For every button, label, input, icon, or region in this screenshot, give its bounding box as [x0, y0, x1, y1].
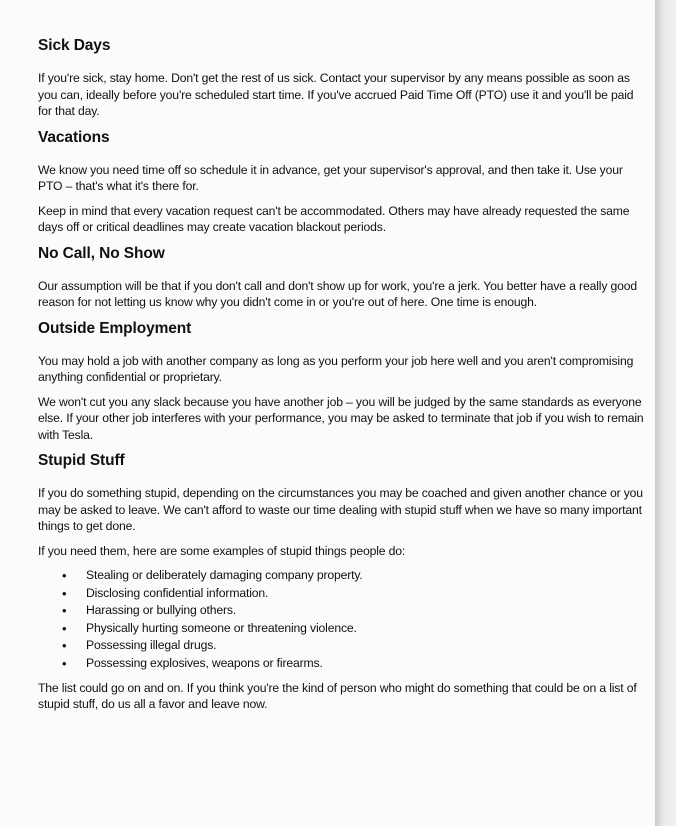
paragraph: You may hold a job with another company as long as you perform your job here well and you aren't compromising anything confidential or proprietary. [38, 353, 634, 384]
section-outside-employment [38, 319, 646, 444]
section-sick-days [38, 36, 646, 120]
paragraph: If you do something stupid, depending on the circumstances you may be coached and given another chance or you may be asked to leave. We can't afford to waste our time dealing with stupid stuff when we have so many important things to get done. [38, 486, 643, 533]
paragraph: If you're sick, stay home. Don't get the rest of us sick. Contact your supervisor by any means possible as soon as you can, ideally before you're scheduled start time. If you've accrued Paid Time Off (PTO) use it and you'll be paid for that day. [38, 71, 634, 118]
paragraph: We won't cut you any slack because you have another job – you will be judged by the same standards as everyone else. If your other job interferes with your performance, you may be asked to terminate that job if you wish to remain with Tesla. [38, 394, 644, 442]
paragraph: We know you need time off so schedule it in advance, get your supervisor's approval, and then take it. Use your PTO – that's what it's there for. [38, 162, 623, 193]
section-no-call-no-show [38, 244, 646, 311]
section-heading: Stupid Stuff [38, 452, 125, 469]
document-content [38, 36, 646, 721]
list-item: • Possessing illegal drugs. [62, 637, 646, 655]
list-item: • Harassing or bullying others. [62, 602, 646, 620]
page-edge-shadow [655, 0, 676, 826]
section-heading: No Call, No Show [38, 244, 165, 262]
list-item: • Possessing explosives, weapons or firearms. [62, 655, 646, 673]
list-item: • Stealing or deliberately damaging company property. [62, 567, 646, 585]
section-heading: Outside Employment [38, 319, 192, 337]
section-vacations [38, 128, 646, 236]
section-heading: Sick Days [38, 37, 111, 54]
paragraph: Our assumption will be that if you don't call and don't show up for work, you're a jerk. You better have a really good reason for not letting us know why you didn't come in or you're out of here. One time is enough. [38, 278, 638, 309]
paragraph: If you need them, here are some examples of stupid things people do: [38, 543, 406, 558]
closing-paragraph: The list could go on and on. If you think you're the kind of person who might do something that could be on a list of stupid stuff, do us all a favor and leave now. [38, 680, 637, 712]
section-heading: Vacations [38, 128, 110, 146]
section-stupid-stuff [38, 451, 646, 713]
paragraph: Keep in mind that every vacation request can't be accommodated. Others may have already requested the same days off or critical deadlines may create vacation blackout periods. [38, 203, 630, 234]
bullet-list [38, 567, 646, 673]
list-item: • Physically hurting someone or threatening violence. [62, 620, 646, 638]
list-item: • Disclosing confidential information. [62, 585, 646, 603]
